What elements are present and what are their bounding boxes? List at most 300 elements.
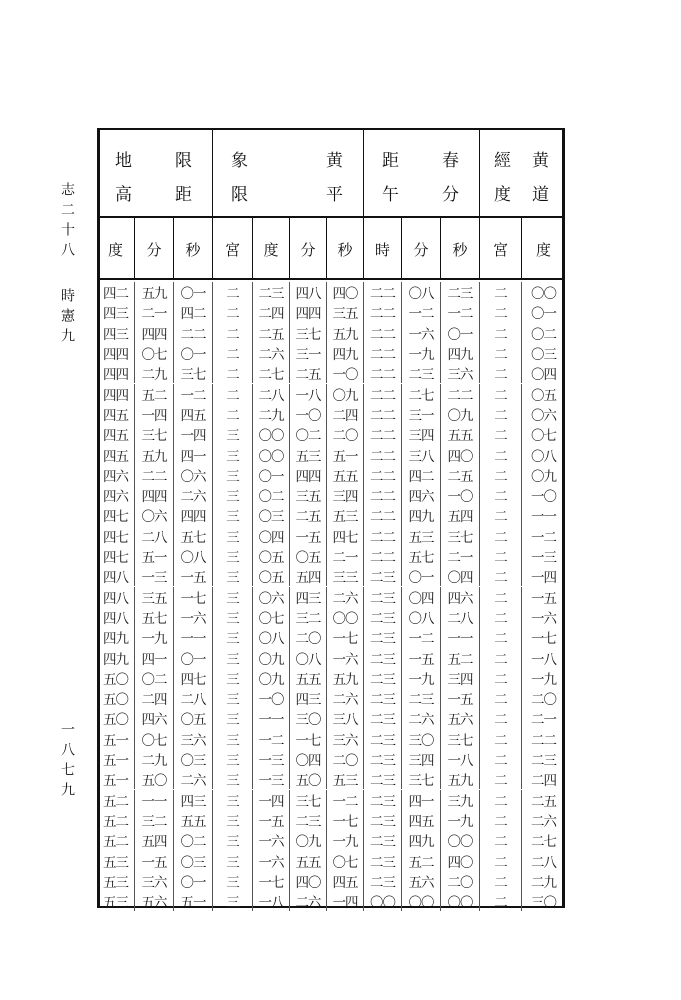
table-cell: 二六 bbox=[290, 891, 327, 911]
table-cell: 一二 bbox=[531, 529, 556, 546]
table-cell: 五三 bbox=[327, 769, 364, 789]
table-cell: 〇〇 bbox=[253, 444, 290, 464]
table-cell: 一六 bbox=[327, 647, 364, 667]
table-cell: 〇三 bbox=[174, 749, 213, 769]
table-cell: 二三 bbox=[364, 810, 402, 830]
table-row bbox=[97, 505, 565, 525]
table-cell: 一五 bbox=[135, 850, 174, 870]
table-cell: 二 bbox=[213, 302, 253, 322]
section-label: 時憲九 bbox=[59, 288, 75, 348]
table-cell: 五〇 bbox=[97, 668, 135, 688]
column-header: 秒 bbox=[174, 218, 213, 280]
table-cell: 三五 bbox=[290, 485, 327, 505]
table-cell: 四五 bbox=[174, 404, 213, 424]
header-char: 度 bbox=[494, 185, 513, 205]
table-cell: 四五 bbox=[402, 810, 441, 830]
table-cell: 〇一 bbox=[174, 343, 213, 363]
table-cell: 一七 bbox=[253, 871, 290, 891]
table-cell: 三四 bbox=[402, 749, 441, 769]
table-row bbox=[97, 566, 565, 586]
table-cell: 〇五 bbox=[253, 566, 290, 586]
column-header: 分 bbox=[135, 218, 174, 280]
column-header: 宮 bbox=[480, 218, 522, 280]
table-cell: 二 bbox=[213, 404, 253, 424]
table-row bbox=[97, 424, 565, 444]
table-cell: 三 bbox=[213, 688, 253, 708]
table-cell: 一一 bbox=[135, 790, 174, 810]
table-cell: 五三 bbox=[97, 871, 135, 891]
table-row bbox=[97, 688, 565, 708]
table-cell: 二五 bbox=[290, 505, 327, 525]
table-cell: 二四 bbox=[253, 302, 290, 322]
table-cell: 〇八 bbox=[253, 627, 290, 647]
table-cell: 一九 bbox=[327, 830, 364, 850]
table-cell: 二八 bbox=[135, 526, 174, 546]
table-cell: 二〇 bbox=[290, 627, 327, 647]
table-cell: 二三 bbox=[364, 871, 402, 891]
table-cell: 二三 bbox=[364, 708, 402, 728]
table-cell: 五四 bbox=[135, 830, 174, 850]
table-cell: 一四 bbox=[327, 891, 364, 911]
table-cell: 一九 bbox=[135, 627, 174, 647]
table-cell: 四五 bbox=[97, 424, 135, 444]
table-cell: 〇三 bbox=[174, 850, 213, 870]
table-cell: 二五 bbox=[253, 323, 290, 343]
table-cell: 二 bbox=[213, 282, 253, 302]
table-cell: 五九 bbox=[327, 323, 364, 343]
table-cell: 三 bbox=[213, 891, 253, 911]
table-cell: 五三 bbox=[402, 526, 441, 546]
table-cell: 三 bbox=[213, 871, 253, 891]
table-cell: 二 bbox=[480, 546, 522, 566]
table-cell: 三四 bbox=[441, 668, 480, 688]
table-cell: 一〇 bbox=[290, 404, 327, 424]
table-cell: 五一 bbox=[174, 891, 213, 911]
table-cell: 〇九 bbox=[441, 404, 480, 424]
column-header: 宮 bbox=[213, 218, 253, 280]
table-cell: 二六 bbox=[531, 813, 556, 830]
table-cell: 〇八 bbox=[174, 546, 213, 566]
table-cell: 二 bbox=[480, 505, 522, 525]
table-cell: 二二 bbox=[364, 424, 402, 444]
table-cell: 〇三 bbox=[531, 347, 556, 364]
header-char: 限 bbox=[175, 151, 194, 171]
table-cell: 二一 bbox=[441, 546, 480, 566]
table-cell: 〇〇 bbox=[364, 891, 402, 911]
table-cell: 三四 bbox=[327, 485, 364, 505]
table-cell: 四四 bbox=[97, 384, 135, 404]
table-row bbox=[97, 363, 565, 383]
table-cell: 四六 bbox=[135, 708, 174, 728]
table-row bbox=[97, 343, 565, 363]
table-cell: 一五 bbox=[402, 647, 441, 667]
table-cell: 二三 bbox=[364, 627, 402, 647]
table-cell: 二二 bbox=[364, 404, 402, 424]
table-cell: 一八 bbox=[290, 384, 327, 404]
table-cell: 二〇 bbox=[531, 692, 556, 709]
table-cell: 四三 bbox=[97, 323, 135, 343]
table-cell: 四八 bbox=[97, 566, 135, 586]
table-cell: 三 bbox=[213, 830, 253, 850]
table-cell: 〇五 bbox=[253, 546, 290, 566]
table-cell: 五三 bbox=[290, 444, 327, 464]
table-cell: 四四 bbox=[290, 465, 327, 485]
table-cell: 〇七 bbox=[253, 607, 290, 627]
page-number: 一八七九 bbox=[59, 722, 75, 802]
header-char: 午 bbox=[382, 185, 401, 205]
table-cell: 二六 bbox=[327, 688, 364, 708]
table-cell: 一五 bbox=[174, 566, 213, 586]
table-cell: 〇四 bbox=[441, 566, 480, 586]
table-cell: 二三 bbox=[364, 850, 402, 870]
table-row bbox=[97, 282, 565, 302]
column-header: 秒 bbox=[327, 218, 364, 280]
table-cell: 二三 bbox=[364, 607, 402, 627]
table-cell: 四九 bbox=[327, 343, 364, 363]
table-cell: 二六 bbox=[253, 343, 290, 363]
table-cell: 〇五 bbox=[290, 546, 327, 566]
table-cell: 二五 bbox=[290, 363, 327, 383]
table-cell: 〇〇 bbox=[327, 607, 364, 627]
table-cell: 二三 bbox=[364, 688, 402, 708]
table-cell: 三一 bbox=[290, 343, 327, 363]
header-char: 黄 bbox=[326, 151, 345, 171]
table-cell: 四四 bbox=[97, 363, 135, 383]
table-row bbox=[97, 627, 565, 647]
table-cell: 二 bbox=[480, 526, 522, 546]
table-row bbox=[97, 404, 565, 424]
table-cell: 二 bbox=[480, 607, 522, 627]
table-cell: 五二 bbox=[135, 384, 174, 404]
table-cell: 三七 bbox=[174, 363, 213, 383]
table-cell: 二三 bbox=[441, 282, 480, 302]
table-cell: 二 bbox=[480, 465, 522, 485]
table-cell: 三七 bbox=[441, 526, 480, 546]
table-cell: 二八 bbox=[531, 854, 556, 871]
table-cell: 四六 bbox=[441, 587, 480, 607]
table-cell: 〇四 bbox=[402, 587, 441, 607]
table-cell: 二六 bbox=[174, 485, 213, 505]
table-cell: 四一 bbox=[174, 444, 213, 464]
table-cell: 二 bbox=[480, 343, 522, 363]
table-row bbox=[97, 444, 565, 464]
table-row bbox=[97, 526, 565, 546]
table-cell: 五三 bbox=[97, 891, 135, 911]
table-cell: 〇一 bbox=[441, 323, 480, 343]
table-cell: 一一 bbox=[531, 509, 556, 526]
table-cell: 二九 bbox=[253, 404, 290, 424]
table-cell: 三 bbox=[213, 607, 253, 627]
group-header-horizon-altitude bbox=[97, 128, 213, 218]
table-cell: 四七 bbox=[174, 668, 213, 688]
table-cell: 一〇 bbox=[441, 485, 480, 505]
table-row bbox=[97, 302, 565, 322]
table-cell: 一二 bbox=[441, 302, 480, 322]
table-cell: 一四 bbox=[253, 790, 290, 810]
table-cell: 二二 bbox=[364, 546, 402, 566]
table-cell: 二 bbox=[480, 708, 522, 728]
table-cell: 一六 bbox=[531, 610, 556, 627]
table-cell: 五〇 bbox=[97, 708, 135, 728]
table-cell: 二二 bbox=[531, 732, 556, 749]
table-cell: 五二 bbox=[441, 647, 480, 667]
table-cell: 二一 bbox=[531, 712, 556, 729]
table-cell: 三六 bbox=[174, 729, 213, 749]
table-cell: 四三 bbox=[290, 688, 327, 708]
table-cell: 三 bbox=[213, 647, 253, 667]
table-cell: 二六 bbox=[174, 769, 213, 789]
table-cell: 四四 bbox=[290, 302, 327, 322]
table-cell: 二 bbox=[480, 891, 522, 911]
table-cell: 二三 bbox=[364, 749, 402, 769]
table-cell: 一七 bbox=[290, 729, 327, 749]
table-cell: 二二 bbox=[364, 485, 402, 505]
table-cell: 二 bbox=[480, 404, 522, 424]
table-cell: 三七 bbox=[441, 729, 480, 749]
table-cell: 二五 bbox=[441, 465, 480, 485]
table-cell: 一六 bbox=[253, 850, 290, 870]
table-cell: 二 bbox=[480, 323, 522, 343]
table-cell: 二三 bbox=[364, 668, 402, 688]
table-cell: 四八 bbox=[97, 607, 135, 627]
header-char: 道 bbox=[532, 185, 551, 205]
table-cell: 五九 bbox=[135, 444, 174, 464]
table-cell: 三 bbox=[213, 485, 253, 505]
table-cell: 五〇 bbox=[97, 688, 135, 708]
table-cell: 四六 bbox=[402, 485, 441, 505]
table-cell: 〇二 bbox=[531, 326, 556, 343]
table-cell: 五七 bbox=[402, 546, 441, 566]
table-cell: 三〇 bbox=[531, 895, 556, 912]
table-cell: 二 bbox=[480, 485, 522, 505]
table-cell: 四九 bbox=[97, 627, 135, 647]
table-cell: 一九 bbox=[402, 668, 441, 688]
column-headers bbox=[97, 218, 565, 280]
table-cell: 四七 bbox=[97, 546, 135, 566]
table-cell: 二九 bbox=[135, 749, 174, 769]
table-cell: 二二 bbox=[441, 384, 480, 404]
table-cell: 二 bbox=[480, 566, 522, 586]
table-cell: 二 bbox=[480, 384, 522, 404]
table-row bbox=[97, 668, 565, 688]
table-cell: 三 bbox=[213, 708, 253, 728]
table-cell: 三 bbox=[213, 566, 253, 586]
table-cell: 一五 bbox=[253, 810, 290, 830]
table-cell: 一四 bbox=[174, 424, 213, 444]
table-cell: 五五 bbox=[327, 465, 364, 485]
table-cell: 三六 bbox=[441, 363, 480, 383]
table-cell: 一六 bbox=[253, 830, 290, 850]
table-row bbox=[97, 647, 565, 667]
table-cell: 二 bbox=[480, 810, 522, 830]
table-cell: 二二 bbox=[364, 343, 402, 363]
group-header-ecliptic-longitude bbox=[480, 128, 565, 218]
table-cell: 二 bbox=[480, 302, 522, 322]
table-cell: 二 bbox=[480, 830, 522, 850]
table-cell: 一〇 bbox=[253, 688, 290, 708]
table-cell: 二三 bbox=[402, 688, 441, 708]
table-cell: 一二 bbox=[402, 302, 441, 322]
table-cell: 一九 bbox=[531, 671, 556, 688]
table-cell: 二八 bbox=[253, 384, 290, 404]
table-cell: 三五 bbox=[135, 587, 174, 607]
table-cell: 一一 bbox=[174, 627, 213, 647]
table-cell: 三五 bbox=[327, 302, 364, 322]
table-row bbox=[97, 871, 565, 891]
table-cell: 〇八 bbox=[531, 448, 556, 465]
header-char: 距 bbox=[175, 185, 194, 205]
table-cell: 一七 bbox=[174, 587, 213, 607]
table-cell: 四五 bbox=[327, 871, 364, 891]
table-cell: 〇一 bbox=[174, 647, 213, 667]
table-cell: 四七 bbox=[327, 526, 364, 546]
table-cell: 二七 bbox=[253, 363, 290, 383]
table-cell: 二 bbox=[480, 790, 522, 810]
column-header: 秒 bbox=[441, 218, 480, 280]
table-cell: 一八 bbox=[531, 651, 556, 668]
table-cell: 〇六 bbox=[174, 465, 213, 485]
table-cell: 三 bbox=[213, 769, 253, 789]
table-cell: 三八 bbox=[402, 444, 441, 464]
table-cell: 二三 bbox=[253, 282, 290, 302]
table-cell: 三六 bbox=[327, 729, 364, 749]
table-cell: 二九 bbox=[135, 363, 174, 383]
table-cell: 〇〇 bbox=[253, 424, 290, 444]
header-char: 地 bbox=[115, 151, 134, 171]
table-cell: 二三 bbox=[402, 363, 441, 383]
table-cell: 二三 bbox=[364, 566, 402, 586]
astronomical-table bbox=[97, 128, 565, 912]
table-cell: 二三 bbox=[290, 810, 327, 830]
table-cell: 五五 bbox=[174, 810, 213, 830]
table-cell: 四二 bbox=[402, 465, 441, 485]
table-cell: 三六 bbox=[135, 871, 174, 891]
table-cell: 二 bbox=[480, 444, 522, 464]
table-cell: 一三 bbox=[253, 769, 290, 789]
table-cell: 五九 bbox=[135, 282, 174, 302]
table-cell: 四一 bbox=[135, 647, 174, 667]
table-cell: 二 bbox=[480, 749, 522, 769]
table-cell: 〇四 bbox=[253, 526, 290, 546]
table-row bbox=[97, 485, 565, 505]
table-cell: 二〇 bbox=[441, 871, 480, 891]
table-row bbox=[97, 769, 565, 789]
table-cell: 二二 bbox=[364, 302, 402, 322]
table-cell: 〇〇 bbox=[531, 286, 556, 303]
table-cell: 二〇 bbox=[327, 749, 364, 769]
table-cell: 五〇 bbox=[135, 769, 174, 789]
table-cell: 一二 bbox=[174, 384, 213, 404]
table-cell: 二〇 bbox=[327, 424, 364, 444]
table-cell: 一六 bbox=[402, 323, 441, 343]
table-cell: 二 bbox=[480, 282, 522, 302]
header-char: 平 bbox=[326, 185, 345, 205]
table-cell: 〇八 bbox=[402, 282, 441, 302]
table-cell: 三 bbox=[213, 850, 253, 870]
table-cell: 四二 bbox=[97, 282, 135, 302]
table-cell: 〇〇 bbox=[441, 891, 480, 911]
header-char: 象 bbox=[231, 151, 250, 171]
table-cell: 二 bbox=[480, 769, 522, 789]
table-cell: 二二 bbox=[364, 384, 402, 404]
table-cell: 三二 bbox=[135, 810, 174, 830]
table-cell: 三 bbox=[213, 444, 253, 464]
table-cell: 〇九 bbox=[531, 468, 556, 485]
table-row bbox=[97, 323, 565, 343]
table-cell: 〇四 bbox=[531, 367, 556, 384]
table-cell: 二八 bbox=[174, 688, 213, 708]
table-cell: 〇三 bbox=[253, 505, 290, 525]
table-cell: 二 bbox=[480, 363, 522, 383]
table-cell: 〇九 bbox=[253, 647, 290, 667]
table-row bbox=[97, 607, 565, 627]
table-cell: 二二 bbox=[364, 363, 402, 383]
table-cell: 五六 bbox=[402, 871, 441, 891]
table-cell: 〇五 bbox=[531, 387, 556, 404]
header-char: 高 bbox=[115, 185, 134, 205]
table-cell: 四〇 bbox=[327, 282, 364, 302]
table-row bbox=[97, 384, 565, 404]
table-cell: 三 bbox=[213, 729, 253, 749]
table-cell: 二四 bbox=[135, 688, 174, 708]
table-cell: 五六 bbox=[441, 708, 480, 728]
table-cell: 四七 bbox=[97, 526, 135, 546]
table-cell: 〇七 bbox=[531, 428, 556, 445]
table-cell: 二三 bbox=[364, 769, 402, 789]
table-cell: 三 bbox=[213, 424, 253, 444]
table-cell: 〇六 bbox=[253, 587, 290, 607]
table-cell: 五二 bbox=[97, 790, 135, 810]
table-cell: 三三 bbox=[327, 566, 364, 586]
table-cell: 三七 bbox=[290, 790, 327, 810]
table-cell: 三 bbox=[213, 587, 253, 607]
table-cell: 四七 bbox=[97, 505, 135, 525]
column-header: 度 bbox=[97, 218, 135, 280]
table-cell: 五一 bbox=[97, 749, 135, 769]
table-cell: 〇一 bbox=[402, 566, 441, 586]
group-header-vernal-equinox-distance bbox=[364, 128, 480, 218]
table-cell: 一八 bbox=[441, 749, 480, 769]
table-cell: 二三 bbox=[364, 790, 402, 810]
table-cell: 四三 bbox=[174, 790, 213, 810]
table-cell: 〇一 bbox=[174, 871, 213, 891]
table-row bbox=[97, 850, 565, 870]
table-cell: 二六 bbox=[402, 708, 441, 728]
table-cell: 五二 bbox=[402, 850, 441, 870]
table-cell: 二七 bbox=[402, 384, 441, 404]
table-cell: 二九 bbox=[531, 874, 556, 891]
column-header: 分 bbox=[290, 218, 327, 280]
table-cell: 一九 bbox=[441, 810, 480, 830]
table-cell: 二 bbox=[480, 688, 522, 708]
table-cell: 二二 bbox=[364, 323, 402, 343]
table-cell: 五二 bbox=[97, 830, 135, 850]
table-cell: 四五 bbox=[97, 404, 135, 424]
table-cell: 〇一 bbox=[531, 306, 556, 323]
table-cell: 五一 bbox=[135, 546, 174, 566]
table-cell: 五七 bbox=[174, 526, 213, 546]
table-cell: 四〇 bbox=[441, 444, 480, 464]
table-row bbox=[97, 810, 565, 830]
table-cell: 二二 bbox=[364, 444, 402, 464]
header-char: 距 bbox=[382, 151, 401, 171]
column-header: 度 bbox=[253, 218, 290, 280]
table-cell: 一三 bbox=[531, 550, 556, 567]
table-cell: 二四 bbox=[531, 773, 556, 790]
table-cell: 二一 bbox=[327, 546, 364, 566]
table-cell: 二 bbox=[480, 850, 522, 870]
table-cell: 二六 bbox=[327, 587, 364, 607]
